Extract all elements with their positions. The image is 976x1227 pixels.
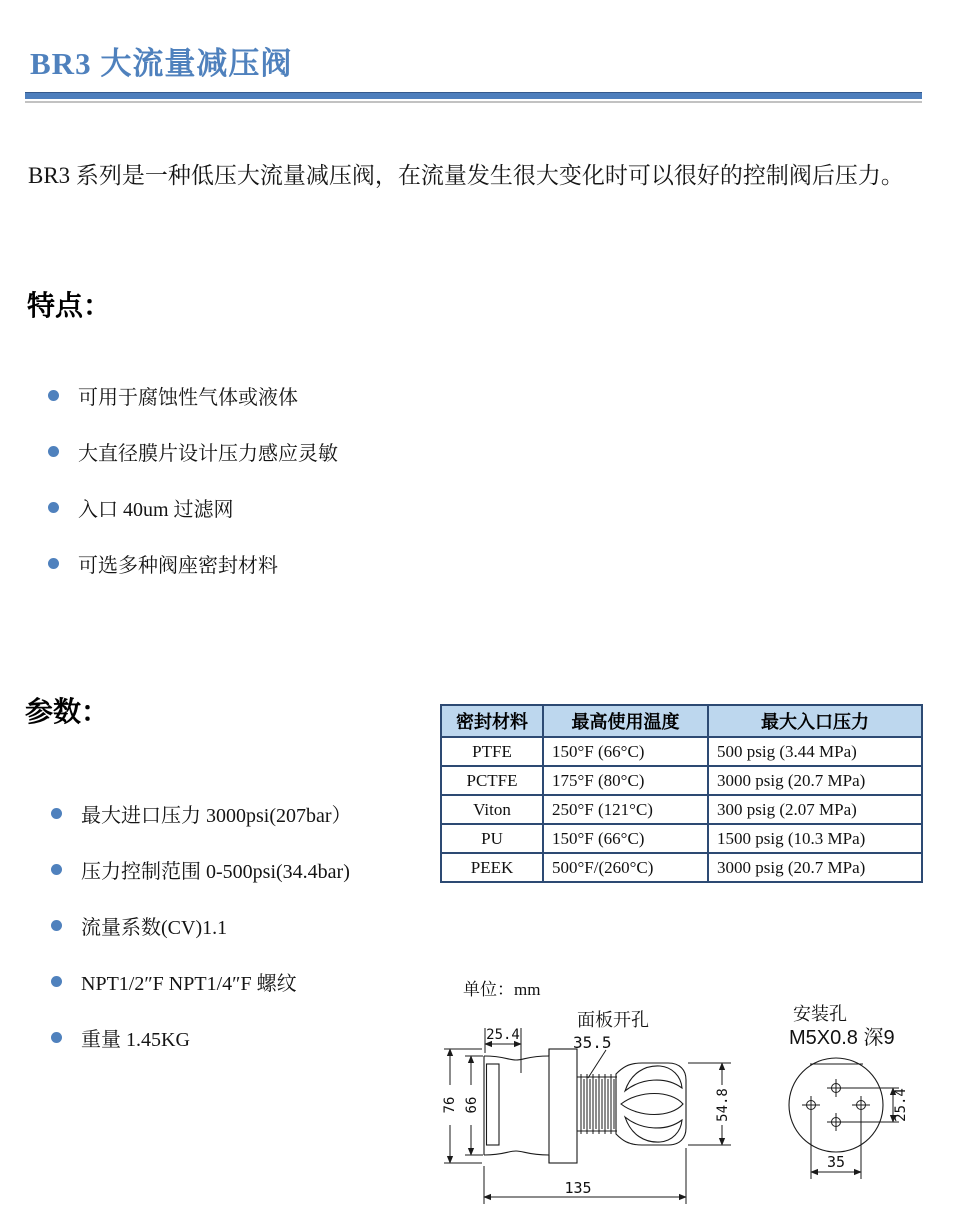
table-cell: PEEK [441, 853, 543, 882]
panel-hole-label: 面板开孔 [577, 1010, 649, 1030]
table-header-cell: 密封材料 [441, 705, 543, 737]
feature-item-label: 大直径膜片设计压力感应灵敏 [78, 442, 338, 465]
bullet-icon [48, 502, 59, 513]
table-row [441, 795, 922, 824]
side-view [442, 1010, 731, 1204]
bullet-icon [48, 558, 59, 569]
table-cell: 3000 psig (20.7 MPa) [708, 853, 922, 882]
param-item [51, 785, 352, 841]
bullet-icon [51, 976, 62, 987]
bullet-icon [48, 390, 59, 401]
table-header-cell: 最大入口压力 [708, 705, 922, 737]
features-list [48, 367, 338, 591]
feature-item [48, 479, 338, 535]
bullet-icon [51, 808, 62, 819]
title-rule-shadow [25, 101, 922, 103]
feature-item [48, 367, 338, 423]
table-cell: 1500 psig (10.3 MPa) [708, 824, 922, 853]
bullet-icon [51, 920, 62, 931]
dim-height-inner: 66 [464, 1096, 480, 1114]
intro-paragraph: BR3 系列是一种低压大流量减压阀，在流量发生很大变化时可以很好的控制阀后压力。 [28, 163, 904, 188]
table-cell: 300 psig (2.07 MPa) [708, 795, 922, 824]
feature-item-label: 入口 40um 过滤网 [78, 498, 234, 521]
dim-hole-spacing-h: 35 [826, 1153, 846, 1171]
dim-total-length: 135 [564, 1179, 592, 1197]
leader-line [588, 1050, 606, 1078]
units-label: 单位：mm [463, 980, 541, 999]
table-cell: 500 psig (3.44 MPa) [708, 737, 922, 766]
table-header-row [441, 705, 922, 737]
mount-hole [852, 1096, 870, 1114]
param-item [51, 953, 352, 1009]
mount-hole-label: 安装孔 [793, 1004, 847, 1024]
seal-material-table [440, 704, 923, 883]
dim-height-outer: 76 [442, 1096, 458, 1114]
feature-item [48, 423, 338, 479]
bullet-icon [51, 864, 62, 875]
adjustment-knob [616, 1063, 686, 1145]
mount-hole [827, 1113, 845, 1131]
param-item-label: NPT1/2″F NPT1/4″F 螺纹 [81, 972, 297, 995]
table-row [441, 766, 922, 795]
table-cell: 150°F (66°C) [543, 824, 708, 853]
technical-drawing [430, 956, 976, 1227]
table-header-cell: 最高使用温度 [543, 705, 708, 737]
params-list [51, 785, 352, 1065]
bullet-icon [51, 1032, 62, 1043]
title-rule [25, 92, 922, 99]
table-cell: 250°F (121°C) [543, 795, 708, 824]
feature-item [48, 535, 338, 591]
table-row [441, 853, 922, 882]
flange [549, 1049, 577, 1163]
features-heading: 特点： [27, 291, 112, 322]
dim-knob-height: 54.8 [715, 1088, 731, 1122]
table-cell: 3000 psig (20.7 MPa) [708, 766, 922, 795]
feature-item-label: 可用于腐蚀性气体或液体 [78, 386, 298, 409]
param-item-label: 流量系数(CV)1.1 [81, 916, 228, 939]
param-item-label: 重量 1.45KG [81, 1028, 190, 1051]
inlet-port [487, 1064, 500, 1145]
page-title: BR3 大流量减压阀 [30, 46, 293, 81]
feature-item-label: 可选多种阀座密封材料 [78, 554, 278, 577]
param-item [51, 1009, 352, 1065]
params-heading: 参数： [25, 697, 110, 728]
threaded-section [577, 1074, 617, 1134]
mounting-view [789, 1004, 909, 1179]
panel-hole-value: 35.5 [573, 1033, 612, 1052]
table-cell: PU [441, 824, 543, 853]
param-item-label: 最大进口压力 3000psi(207bar） [81, 804, 352, 827]
dim-body-width: 25.4 [486, 1027, 520, 1043]
table-row [441, 824, 922, 853]
param-item [51, 841, 352, 897]
table-row [441, 737, 922, 766]
table-cell: PCTFE [441, 766, 543, 795]
dim-hole-spacing-v: 25.4 [893, 1088, 909, 1122]
table-cell: PTFE [441, 737, 543, 766]
mount-hole-spec: M5X0.8 深9 [789, 1027, 895, 1049]
bullet-icon [48, 446, 59, 457]
mount-hole [827, 1079, 845, 1097]
table-cell: Viton [441, 795, 543, 824]
table-cell: 175°F (80°C) [543, 766, 708, 795]
table-cell: 500°F/(260°C) [543, 853, 708, 882]
valve-body [484, 1049, 577, 1163]
param-item-label: 压力控制范围 0-500psi(34.4bar) [81, 860, 350, 883]
table-cell: 150°F (66°C) [543, 737, 708, 766]
param-item [51, 897, 352, 953]
mount-hole [802, 1096, 820, 1114]
